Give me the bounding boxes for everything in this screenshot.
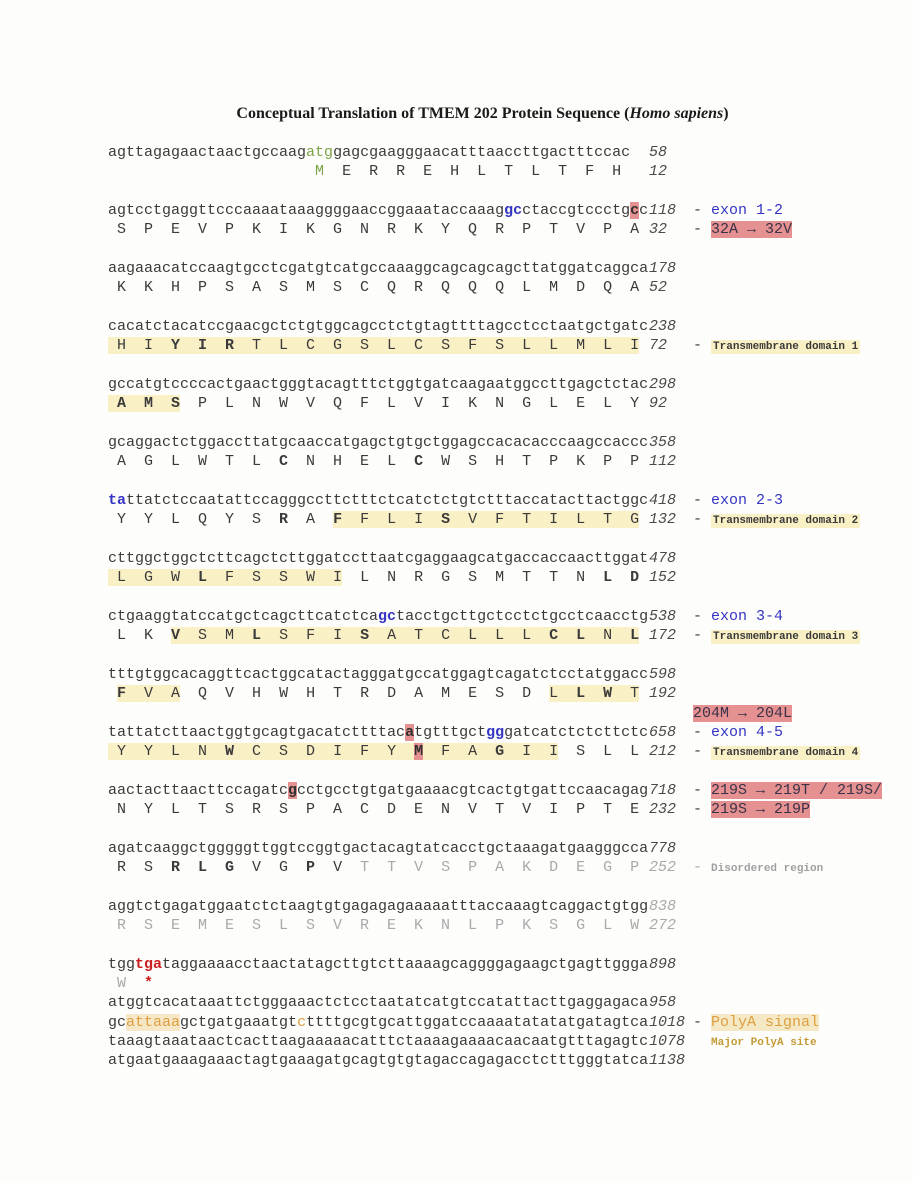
page-title-text: Conceptual Translation of TMEM 202 Protein Sequence ( bbox=[236, 105, 630, 122]
dna-sequence bbox=[108, 839, 649, 858]
position-number: 112 bbox=[649, 453, 677, 471]
sequence-segment: P bbox=[306, 859, 316, 877]
sequence-segment: T bbox=[612, 685, 640, 703]
sequence-segment: S M bbox=[180, 627, 253, 645]
dna-sequence bbox=[108, 993, 649, 1012]
sequence-segment: W bbox=[225, 743, 235, 761]
sequence-alignment bbox=[108, 143, 908, 1071]
annotation bbox=[693, 627, 860, 644]
sequence-segment: taggaaaacctaactatagcttgtcttaaaagcaggggagaagctgagttggga bbox=[162, 955, 649, 973]
annotation bbox=[693, 202, 783, 219]
sequence-segment: c bbox=[639, 201, 649, 219]
sequence-segment: L bbox=[252, 627, 262, 645]
sequence-segment: S L L bbox=[558, 743, 640, 761]
sequence-segment: tgg bbox=[108, 955, 136, 973]
sequence-segment: Transmembrane domain 3 bbox=[713, 631, 859, 644]
sequence-segment: - bbox=[693, 801, 712, 819]
sequence-segment: a bbox=[405, 723, 415, 741]
position-number: 72 bbox=[649, 337, 668, 355]
protein-sequence bbox=[108, 510, 649, 529]
protein-row bbox=[108, 278, 908, 297]
sequence-segment: S bbox=[441, 511, 451, 529]
dna-row bbox=[108, 955, 908, 974]
sequence-segment: L W bbox=[576, 685, 613, 703]
position-number: 658 bbox=[649, 723, 677, 741]
page-title-close: ) bbox=[723, 105, 729, 122]
protein-row bbox=[108, 336, 908, 355]
sequence-segment: Q V H W H T R D A M E S D bbox=[180, 685, 532, 703]
page-title-species: Homo sapiens bbox=[629, 105, 724, 122]
sequence-segment: * bbox=[144, 975, 154, 993]
page-title bbox=[52, 105, 913, 123]
sequence-segment: tgtttgct bbox=[414, 723, 487, 741]
sequence-segment: R L G bbox=[171, 859, 235, 877]
dna-sequence bbox=[108, 897, 649, 916]
sequence-segment: - bbox=[693, 201, 712, 219]
dna-row bbox=[108, 781, 908, 800]
protein-sequence bbox=[108, 220, 649, 239]
annotation bbox=[693, 859, 823, 876]
sequence-segment: Disordered region bbox=[711, 863, 824, 876]
position-number: 192 bbox=[649, 685, 677, 703]
sequence-segment: M bbox=[315, 163, 325, 181]
sequence-segment: gc bbox=[504, 201, 523, 219]
sequence-segment: T L C G S L C S F S L L M L I bbox=[234, 337, 640, 355]
sequence-segment: - bbox=[693, 511, 712, 529]
spacer-row bbox=[108, 877, 908, 896]
position-number: 132 bbox=[649, 511, 677, 529]
sequence-segment: 204M → 204L bbox=[693, 704, 793, 722]
sequence-segment: G bbox=[495, 743, 505, 761]
sequence-segment: Y I R bbox=[171, 337, 235, 355]
sequence-segment: gc bbox=[108, 1013, 127, 1031]
protein-row bbox=[108, 394, 908, 413]
sequence-segment: exon 3-4 bbox=[711, 607, 784, 625]
dna-sequence bbox=[108, 1032, 649, 1051]
spacer-row bbox=[108, 588, 908, 607]
sequence-segment: V G bbox=[234, 859, 307, 877]
protein-sequence bbox=[108, 162, 649, 181]
sequence-segment: agtcctgaggttcccaaaataaaggggaaccggaaataccaaag bbox=[108, 201, 505, 219]
sequence-segment: Transmembrane domain 2 bbox=[713, 515, 859, 528]
position-number: 898 bbox=[649, 955, 677, 973]
sequence-segment: - bbox=[693, 781, 712, 799]
position-number: 152 bbox=[649, 569, 677, 587]
sequence-segment: Major PolyA site bbox=[711, 1037, 817, 1050]
spacer-row bbox=[108, 356, 908, 375]
protein-row bbox=[108, 568, 908, 587]
sequence-segment: - bbox=[693, 607, 712, 625]
sequence-segment: aagaaacatccaagtgcctcgatgtcatgccaaaggcagcagcagcttatggatcaggca bbox=[108, 259, 649, 277]
sequence-segment: Y Y L N bbox=[108, 743, 226, 761]
sequence-segment: exon 1-2 bbox=[711, 201, 784, 219]
annotation bbox=[693, 511, 860, 528]
sequence-segment: attaaa bbox=[126, 1013, 181, 1031]
sequence-segment: cctgcctgtgatgaaaacgtcactgtgattccaacagag bbox=[297, 781, 649, 799]
spacer-row bbox=[108, 414, 908, 433]
sequence-segment: - bbox=[693, 337, 712, 355]
sequence-segment: ttttgcgtgcattggatccaaaatatatatgatagtca bbox=[306, 1013, 649, 1031]
protein-row bbox=[108, 742, 908, 761]
sequence-segment: gc bbox=[378, 607, 397, 625]
sequence-segment: A bbox=[288, 511, 334, 529]
sequence-segment: Transmembrane domain 4 bbox=[713, 747, 859, 760]
protein-row bbox=[108, 684, 908, 703]
protein-sequence bbox=[108, 626, 649, 645]
dna-sequence bbox=[108, 549, 649, 568]
annotation bbox=[693, 782, 882, 799]
protein-row bbox=[108, 452, 908, 471]
spacer-row bbox=[108, 819, 908, 838]
annotation bbox=[693, 608, 783, 625]
position-number: 778 bbox=[649, 839, 677, 857]
sequence-segment: H I bbox=[108, 337, 172, 355]
position-number: 598 bbox=[649, 665, 677, 683]
position-number: 958 bbox=[649, 994, 677, 1012]
sequence-segment: V F T I L T G bbox=[450, 511, 640, 529]
sequence-segment: gccatgtccccactgaactgggtacagtttctggtgatcaagaatggccttgagctctac bbox=[108, 375, 649, 393]
sequence-segment: N bbox=[585, 627, 631, 645]
sequence-segment: ctgaaggtatccatgctcagcttcatctca bbox=[108, 607, 379, 625]
sequence-segment: gg bbox=[486, 723, 505, 741]
sequence-segment: 32A → 32V bbox=[711, 221, 793, 239]
dna-sequence bbox=[108, 955, 649, 974]
sequence-segment: L bbox=[630, 627, 640, 645]
sequence-segment: agatcaaggctgggggttggtccggtgactacagtatcacctgctaaagatgaagggcca bbox=[108, 839, 649, 857]
protein-row bbox=[108, 916, 908, 935]
dna-sequence bbox=[108, 143, 649, 162]
sequence-segment: I I bbox=[504, 743, 559, 761]
sequence-segment: - bbox=[693, 627, 712, 645]
sequence-segment: aactacttaacttccagatc bbox=[108, 781, 289, 799]
position-number: 238 bbox=[649, 317, 677, 335]
spacer-row bbox=[108, 298, 908, 317]
sequence-segment: exon 2-3 bbox=[711, 491, 784, 509]
protein-sequence bbox=[108, 684, 649, 703]
sequence-segment: W S H T P K P P bbox=[423, 453, 640, 471]
sequence-segment: ctaccgtccctg bbox=[522, 201, 631, 219]
sequence-segment: gcaggactctggaccttatgcaaccatgagctgtgctggagccacacacccaagccaccc bbox=[108, 433, 649, 451]
sequence-segment: agttagagaactaactgccaag bbox=[108, 144, 307, 161]
sequence-segment bbox=[126, 975, 144, 992]
protein-sequence bbox=[108, 858, 649, 877]
dna-row bbox=[108, 491, 908, 510]
dna-row bbox=[108, 1051, 908, 1070]
sequence-segment: g bbox=[288, 781, 298, 799]
sequence-segment: A G L W T L bbox=[108, 453, 280, 471]
sequence-segment: C bbox=[279, 453, 289, 471]
sequence-segment: c bbox=[630, 201, 640, 219]
dna-sequence bbox=[108, 433, 649, 452]
sequence-segment: Y Y L Q Y S bbox=[108, 511, 280, 529]
dna-row bbox=[108, 201, 908, 220]
position-number: 1138 bbox=[649, 1052, 686, 1070]
sequence-segment: tacctgcttgctcctctgcctcaacctg bbox=[396, 607, 649, 625]
sequence-segment: L G W bbox=[108, 569, 199, 587]
sequence-segment: - bbox=[693, 221, 712, 239]
sequence-segment: tga bbox=[135, 955, 163, 973]
sequence-segment: aggtctgagatggaatctctaagtgtgagagagaaaaatttaccaaagtcaggactgtgg bbox=[108, 897, 649, 915]
protein-sequence bbox=[108, 916, 649, 935]
sequence-segment: L K bbox=[108, 627, 172, 645]
sequence-segment: atggtcacataaattctgggaaactctcctaatatcatgtccatattacttgaggagaca bbox=[108, 994, 649, 1012]
dna-row bbox=[108, 1032, 908, 1051]
position-number: 838 bbox=[649, 897, 677, 915]
dna-row bbox=[108, 549, 908, 568]
sequence-segment: P L N W V Q F L V I K N G L E L Y bbox=[180, 395, 640, 413]
position-number: 298 bbox=[649, 375, 677, 393]
protein-sequence bbox=[108, 800, 649, 819]
dna-sequence bbox=[108, 259, 649, 278]
sequence-segment: gctgatgaaatgt bbox=[180, 1013, 298, 1031]
position-number: 1078 bbox=[649, 1033, 686, 1051]
position-number: 12 bbox=[649, 163, 668, 181]
protein-sequence bbox=[108, 452, 649, 471]
sequence-segment bbox=[108, 685, 117, 702]
annotation bbox=[693, 1014, 819, 1031]
dna-row bbox=[108, 375, 908, 394]
position-number: 172 bbox=[649, 627, 677, 645]
dna-sequence bbox=[108, 317, 649, 336]
sequence-segment: - bbox=[693, 743, 712, 761]
sequence-segment: 219S → 219T / 219S/ bbox=[711, 781, 883, 799]
sequence-segment: R bbox=[279, 511, 289, 529]
protein-sequence bbox=[108, 568, 649, 587]
sequence-segment: V bbox=[315, 859, 343, 877]
position-number: 32 bbox=[649, 221, 668, 239]
sequence-segment: ta bbox=[108, 491, 127, 509]
dna-sequence bbox=[108, 201, 649, 220]
sequence-segment: L N R G S M T T N bbox=[342, 569, 604, 587]
sequence-segment: atgaatgaaagaaactagtgaaagatgcagtgtgtagaccagagacctctttgggtatca bbox=[108, 1052, 649, 1070]
sequence-segment bbox=[108, 975, 117, 992]
annot-only-row bbox=[108, 704, 908, 723]
protein-row bbox=[108, 800, 908, 819]
protein-sequence bbox=[108, 278, 649, 297]
sequence-segment: cttggctggctcttcagctcttggatccttaatcgaggaagcatgaccaccaacttggat bbox=[108, 549, 649, 567]
dna-sequence bbox=[108, 723, 649, 742]
annotation bbox=[693, 1033, 817, 1050]
position-number: 478 bbox=[649, 549, 677, 567]
sequence-segment: - bbox=[693, 859, 712, 877]
dna-sequence bbox=[108, 1051, 649, 1070]
sequence-segment: - bbox=[693, 491, 712, 509]
dna-row bbox=[108, 433, 908, 452]
dna-sequence bbox=[108, 1013, 649, 1032]
protein-sequence bbox=[108, 974, 649, 993]
sequence-segment: S bbox=[360, 627, 370, 645]
sequence-segment: F bbox=[333, 511, 343, 529]
sequence-segment: gagcgaagggaacatttaaccttgactttccac bbox=[333, 144, 631, 161]
dna-sequence bbox=[108, 665, 649, 684]
position-number: 252 bbox=[649, 859, 677, 877]
annotation bbox=[693, 801, 810, 818]
dna-row bbox=[108, 839, 908, 858]
spacer-row bbox=[108, 240, 908, 259]
dna-row bbox=[108, 665, 908, 684]
position-number: 212 bbox=[649, 743, 677, 761]
sequence-segment: K K H P S A S M S C Q R Q Q Q L M D Q A bbox=[108, 279, 640, 297]
sequence-segment: C bbox=[414, 453, 424, 471]
sequence-segment: L D bbox=[603, 569, 640, 587]
dna-sequence bbox=[108, 491, 649, 510]
position-number: 178 bbox=[649, 259, 677, 277]
annotation bbox=[693, 337, 860, 354]
protein-row bbox=[108, 510, 908, 529]
sequence-segment: F A bbox=[423, 743, 496, 761]
dna-row bbox=[108, 607, 908, 626]
sequence-segment: Transmembrane domain 1 bbox=[713, 341, 859, 354]
sequence-segment: S P E V P K I K G N R K Y Q R P T V P A bbox=[108, 221, 640, 239]
dna-row bbox=[108, 897, 908, 916]
sequence-segment: atg bbox=[306, 144, 334, 161]
protein-row bbox=[108, 162, 908, 181]
dna-row bbox=[108, 723, 908, 742]
sequence-segment: N Y L T S R S P A C D E N V T V I P T E bbox=[108, 801, 640, 819]
dna-sequence bbox=[108, 375, 649, 394]
spacer-row bbox=[108, 762, 908, 781]
sequence-segment: PolyA signal bbox=[711, 1013, 820, 1031]
position-number: 92 bbox=[649, 395, 668, 413]
annotation bbox=[693, 705, 792, 722]
protein-row bbox=[108, 626, 908, 645]
sequence-segment: L bbox=[198, 569, 208, 587]
protein-sequence bbox=[108, 336, 649, 355]
sequence-segment: E R R E H L T L T F H bbox=[324, 163, 622, 181]
sequence-segment: L bbox=[549, 685, 577, 703]
position-number: 418 bbox=[649, 491, 677, 509]
sequence-segment: M bbox=[414, 743, 424, 761]
sequence-segment: V bbox=[171, 627, 181, 645]
protein-row bbox=[108, 858, 908, 877]
dna-row bbox=[108, 143, 908, 162]
sequence-segment: 219S → 219P bbox=[711, 801, 811, 819]
sequence-segment: C S D I F Y bbox=[234, 743, 415, 761]
spacer-row bbox=[108, 182, 908, 201]
dna-row bbox=[108, 317, 908, 336]
position-number: 358 bbox=[649, 433, 677, 451]
sequence-segment: tattatcttaactggtgcagtgacatcttttac bbox=[108, 723, 406, 741]
sequence-segment: N H E L bbox=[288, 453, 415, 471]
sequence-segment: C L bbox=[549, 627, 586, 645]
annotation bbox=[693, 492, 783, 509]
sequence-segment: taaagtaaataactcacttaagaaaaacatttctaaaagaaaacaacaatgtttagagtc bbox=[108, 1033, 649, 1051]
position-number: 232 bbox=[649, 801, 677, 819]
protein-sequence bbox=[108, 742, 649, 761]
protein-row bbox=[108, 220, 908, 239]
sequence-segment: R S bbox=[108, 859, 172, 877]
sequence-segment: cacatctacatccgaacgctctgtggcagcctctgtagttttagcctcctaatgctgatc bbox=[108, 317, 649, 335]
position-number: 58 bbox=[649, 144, 668, 161]
sequence-segment bbox=[531, 685, 549, 702]
position-number: 1018 bbox=[649, 1013, 686, 1031]
sequence-segment: ttatctccaatattccagggccttctttctcatctctgtctttaccatacttactggc bbox=[126, 491, 649, 509]
sequence-segment: gatcatctctcttctc bbox=[504, 723, 649, 741]
sequence-segment: S F I bbox=[261, 627, 361, 645]
annotation bbox=[693, 724, 783, 741]
sequence-segment: W bbox=[117, 975, 127, 993]
sequence-segment: F S S W I bbox=[207, 569, 343, 587]
sequence-segment: A T C L L L bbox=[369, 627, 550, 645]
dna-row bbox=[108, 1013, 908, 1032]
sequence-segment: T T V S P A K D E G P bbox=[342, 859, 640, 877]
sequence-segment: tttgtggcacaggttcactggcatactagggatgccatggagtcagatctcctatggacc bbox=[108, 665, 649, 683]
sequence-segment: F L I bbox=[342, 511, 442, 529]
spacer-row bbox=[108, 646, 908, 665]
sequence-segment: R S E M E S L S V R E K N L P K S G L W bbox=[108, 917, 640, 935]
sequence-segment bbox=[693, 1033, 711, 1050]
sequence-segment: - bbox=[693, 1013, 712, 1031]
protein-sequence bbox=[108, 394, 649, 413]
dna-row bbox=[108, 993, 908, 1012]
position-number: 52 bbox=[649, 279, 668, 297]
sequence-segment: - bbox=[693, 723, 712, 741]
position-number: 718 bbox=[649, 781, 677, 799]
dna-row bbox=[108, 259, 908, 278]
position-number: 118 bbox=[649, 201, 677, 219]
sequence-segment: F bbox=[117, 685, 127, 703]
protein-row bbox=[108, 974, 908, 993]
spacer-row bbox=[108, 935, 908, 954]
dna-sequence bbox=[108, 781, 649, 800]
position-number: 538 bbox=[649, 607, 677, 625]
sequence-segment: A M S bbox=[108, 395, 181, 413]
sequence-segment: V A bbox=[126, 685, 181, 703]
annotation bbox=[693, 221, 792, 238]
sequence-segment: exon 4-5 bbox=[711, 723, 784, 741]
spacer-row bbox=[108, 472, 908, 491]
spacer-row bbox=[108, 530, 908, 549]
sequence-segment bbox=[108, 163, 315, 180]
annotation bbox=[693, 743, 860, 760]
dna-sequence bbox=[108, 607, 649, 626]
position-number: 272 bbox=[649, 917, 677, 935]
sequence-segment: c bbox=[297, 1013, 307, 1031]
